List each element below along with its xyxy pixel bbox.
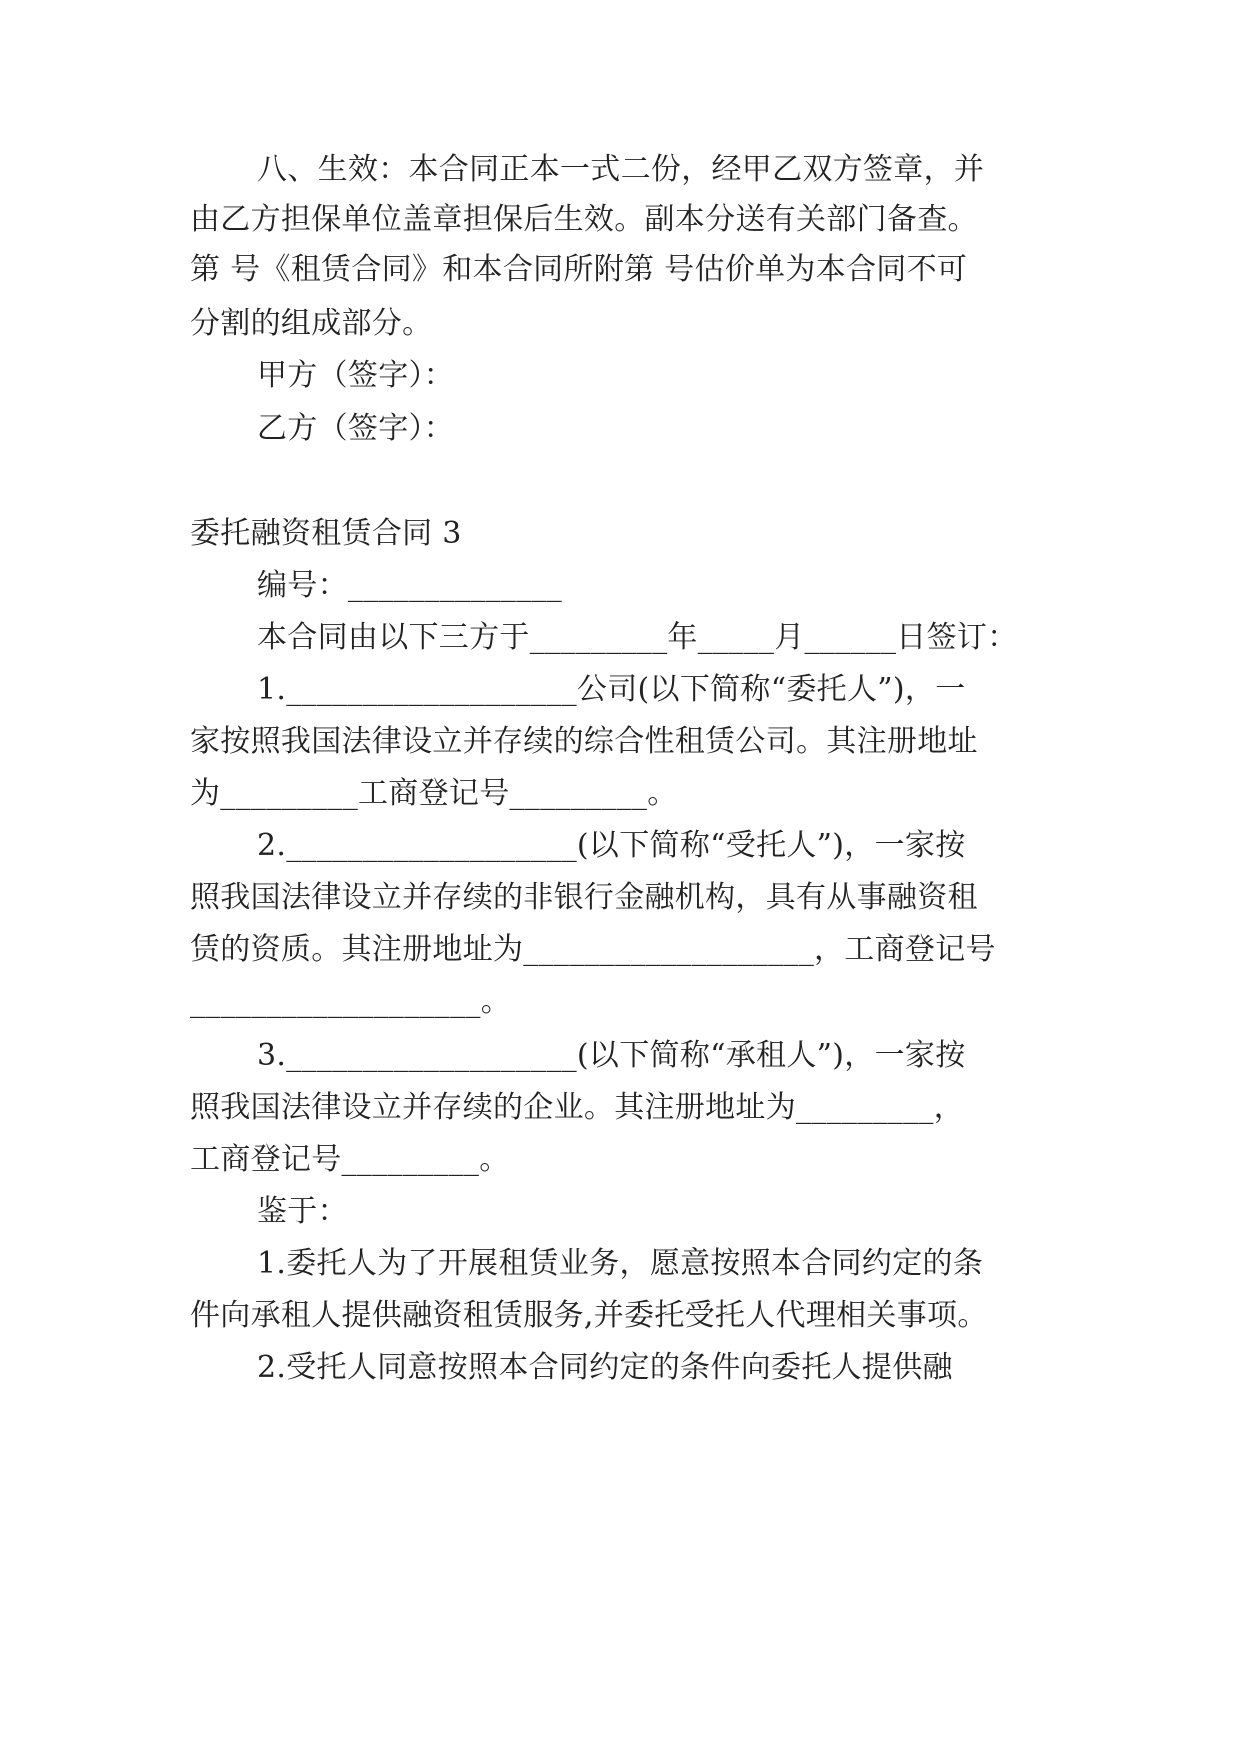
party-2-line-1: 2.___________________(以下简称“受托人”)，一家按 <box>257 828 966 863</box>
party-b-signature: 乙方（签字）： <box>257 411 455 446</box>
whereas-2-line-1: 2.受托人同意按照本合同约定的条件向委托人提供融 <box>257 1350 953 1385</box>
party-a-signature: 甲方（签字）： <box>257 358 455 393</box>
whereas-1-line-2: 件向承租人提供融资租赁服务,并委托受托人代理相关事项。 <box>190 1298 988 1333</box>
signing-date-line: 本合同由以下三方于_________年_____月______日签订： <box>257 620 1018 655</box>
clause-8-line-2: 由乙方担保单位盖章担保后生效。副本分送有关部门备查。 <box>190 202 978 237</box>
party-3-line-3: 工商登记号_________。 <box>190 1142 510 1177</box>
party-2-line-3: 赁的资质。其注册地址为___________________，工商登记号 <box>190 932 996 967</box>
clause-8-line-4: 分割的组成部分。 <box>190 306 433 341</box>
whereas-heading: 鉴于： <box>257 1194 348 1229</box>
party-3-line-1: 3.___________________(以下简称“承租人”)，一家按 <box>257 1038 966 1073</box>
party-3-line-2: 照我国法律设立并存续的企业。其注册地址为_________， <box>190 1090 964 1125</box>
party-1-line-3: 为_________工商登记号_________。 <box>190 776 678 811</box>
party-2-line-4: ___________________。 <box>190 984 511 1019</box>
party-2-line-2: 照我国法律设立并存续的非银行金融机构，具有从事融资租 <box>190 880 978 915</box>
party-1-line-1: 1.___________________公司(以下简称“委托人”)，一 <box>257 672 966 707</box>
party-1-line-2: 家按照我国法律设立并存续的综合性租赁公司。其注册地址 <box>190 724 978 759</box>
clause-8-line-1: 八、生效：本合同正本一式二份，经甲乙双方签章，并 <box>257 152 985 187</box>
whereas-1-line-1: 1.委托人为了开展租赁业务，愿意按照本合同约定的条 <box>257 1246 984 1281</box>
clause-8-line-3: 第 号《租赁合同》和本合同所附第 号估价单为本合同不可 <box>190 252 968 287</box>
contract-number: 编号：______________ <box>257 568 563 603</box>
contract-title: 委托融资租赁合同 3 <box>190 516 462 551</box>
